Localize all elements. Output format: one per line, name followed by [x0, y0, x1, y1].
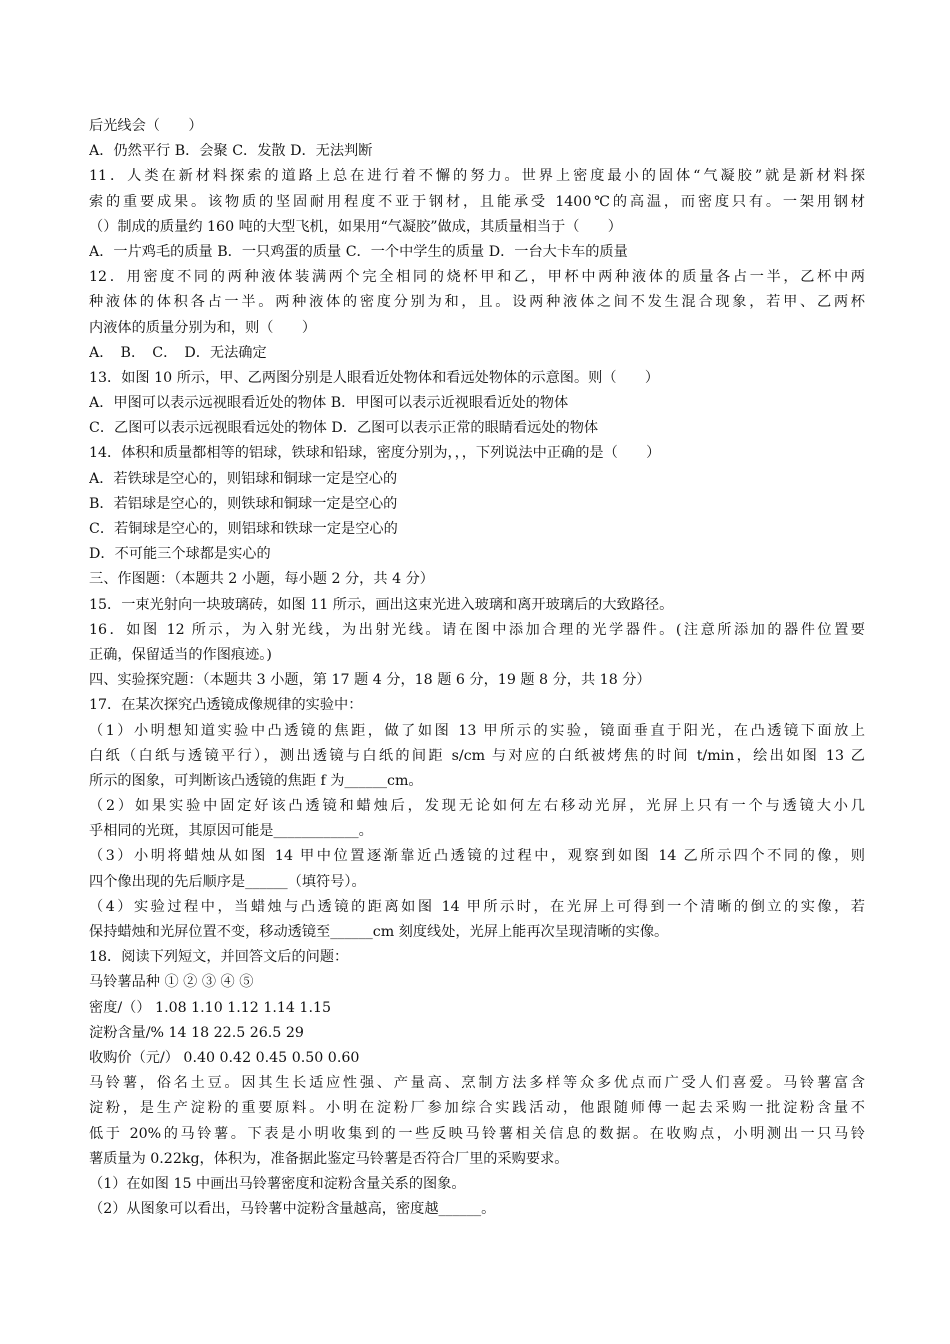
table-row: 密度/（） 1.08 1.10 1.12 1.14 1.15	[89, 999, 332, 1016]
section-heading: 四、实验探究题：（本题共 3 小题，第 17 题 4 分，18 题 6 分，19 题 8 分，共 18 分）	[89, 672, 651, 689]
option-line: D．不可能三个球都是实心的	[89, 546, 271, 563]
question-18-line: 18．阅读下列短文，并回答文后的问题：	[89, 949, 349, 966]
table-row: 收购价（元/） 0.40 0.42 0.45 0.50 0.60	[89, 1049, 360, 1066]
question-14-line: 14．体积和质量都相等的铝球，铁球和铅球，密度分别为，，，下列说法中正确的是（ ）	[89, 445, 661, 462]
question-18-line: 淀粉，是生产淀粉的重要原料。小明在淀粉厂参加综合实践活动，他跟随师傅一起去采购一批淀粉含量不	[89, 1100, 865, 1117]
question-18-line: 低于 20%的马铃薯。下表是小明收集到的一些反映马铃薯相关信息的数据。在收购点，小明测出一只马铃	[89, 1125, 865, 1142]
question-18-line: 马铃薯，俗名土豆。因其生长适应性强、产量高、烹制方法多样等众多优点而广受人们喜爱。马铃薯富含	[89, 1075, 865, 1092]
question-17-line: （2）如果实验中固定好该凸透镜和蜡烛后，发现无论如何左右移动光屏，光屏上只有一个与透镜大小几	[89, 798, 865, 815]
question-15-line: 15．一束光射向一块玻璃砖，如图 11 所示，画出这束光进入玻璃和离开玻璃后的大致路径。	[89, 596, 674, 613]
question-16-line: 16．如图 12 所示，为入射光线，为出射光线。请在图中添加合理的光学器件。(注意所添加的器件位置要	[89, 621, 865, 638]
question-12-line: 12．用密度不同的两种液体装满两个完全相同的烧杯甲和乙，甲杯中两种液体的质量各占一半，乙杯中两	[89, 269, 865, 286]
option-line: C．若铜球是空心的，则铝球和铁球一定是空心的	[89, 521, 398, 537]
table-row: 马铃薯品种 ① ② ③ ④ ⑤	[89, 974, 254, 991]
option-line: C．乙图可以表示远视眼看远处的物体 D．乙图可以表示正常的眼睛看远处的物体	[89, 420, 599, 437]
section-heading: 三、作图题：（本题共 2 小题，每小题 2 分，共 4 分）	[89, 571, 434, 588]
question-13-line: 13．如图 10 所示，甲、乙两图分别是人眼看近处物体和看远处物体的示意图。则（ ）	[89, 369, 660, 386]
question-17-line: （1）小明想知道实验中凸透镜的焦距，做了如图 13 甲所示的实验，镜面垂直于阳光，在凸透镜下面放上	[89, 722, 865, 739]
question-11-line: 11．人类在新材料探索的道路上总在进行着不懈的努力。世界上密度最小的固体“气凝胶”就是新材料探	[89, 168, 865, 185]
option-line: A．甲图可以表示远视眼看近处的物体 B．甲图可以表示近视眼看近处的物体	[89, 395, 569, 412]
question-12-line: 内液体的质量分别为和，则（ ）	[89, 319, 317, 336]
option-line: A． B． C． D．无法确定	[89, 344, 267, 361]
question-17-line: 17．在某次探究凸透镜成像规律的实验中：	[89, 697, 363, 714]
question-17-line: 白纸（白纸与透镜平行），测出透镜与白纸的间距 s/cm 与对应的白纸被烤焦的时间 t/min，绘出如图 13 乙	[89, 747, 865, 764]
question-16-line: 正确，保留适当的作图痕迹。)	[89, 646, 272, 663]
question-12-line: 种液体的体积各占一半。两种液体的密度分别为和，且。设两种液体之间不发生混合现象，若甲、乙两杯	[89, 294, 865, 311]
question-11-line: 索的重要成果。该物质的坚固耐用程度不亚于钢材，且能承受 1400℃的高温，而密度只有。一架用钢材	[89, 193, 865, 210]
question-18-line: （1）在如图 15 中画出马铃薯密度和淀粉含量关系的图象。	[89, 1175, 466, 1192]
question-11-line: （）制成的质量约 160 吨的大型飞机，如果用“气凝胶”做成，其质量相当于（ ）	[89, 218, 622, 235]
exam-page	[89, 114, 865, 1222]
question-17-line: （3）小明将蜡烛从如图 14 甲中位置逐渐靠近凸透镜的过程中，观察到如图 14 乙所示四个不同的像，则	[89, 848, 865, 865]
question-18-line: 薯质量为 0.22kg，体积为，准备据此鉴定马铃薯是否符合厂里的采购要求。	[89, 1150, 569, 1167]
question-17-line: 所示的图象，可判断该凸透镜的焦距 f 为______cm。	[89, 772, 423, 789]
question-18-line: （2）从图象可以看出，马铃薯中淀粉含量越高，密度越______。	[89, 1201, 496, 1218]
option-line: A．一片鸡毛的质量 B．一只鸡蛋的质量 C．一个中学生的质量 D．一台大卡车的质量	[89, 243, 628, 260]
option-line: B．若铝球是空心的，则铁球和铜球一定是空心的	[89, 495, 398, 512]
question-17-line: （4）实验过程中，当蜡烛与凸透镜的距离如图 14 甲所示时，在光屏上可得到一个清晰的倒立的实像，若	[89, 898, 865, 915]
option-line: A．仍然平行 B．会聚 C．发散 D．无法判断	[89, 143, 373, 160]
question-17-line: 四个像出现的先后顺序是______（填符号）。	[89, 873, 366, 890]
question-17-line: 保持蜡烛和光屏位置不变，移动透镜至______cm 刻度线处，光屏上能再次呈现清晰的实像。	[89, 924, 669, 940]
option-line: A．若铁球是空心的，则铝球和铜球一定是空心的	[89, 470, 398, 487]
question-17-line: 乎相同的光斑，其原因可能是____________。	[89, 823, 373, 840]
text-line: 后光线会（ ）	[89, 118, 203, 134]
table-row: 淀粉含量/% 14 18 22.5 26.5 29	[89, 1024, 304, 1041]
